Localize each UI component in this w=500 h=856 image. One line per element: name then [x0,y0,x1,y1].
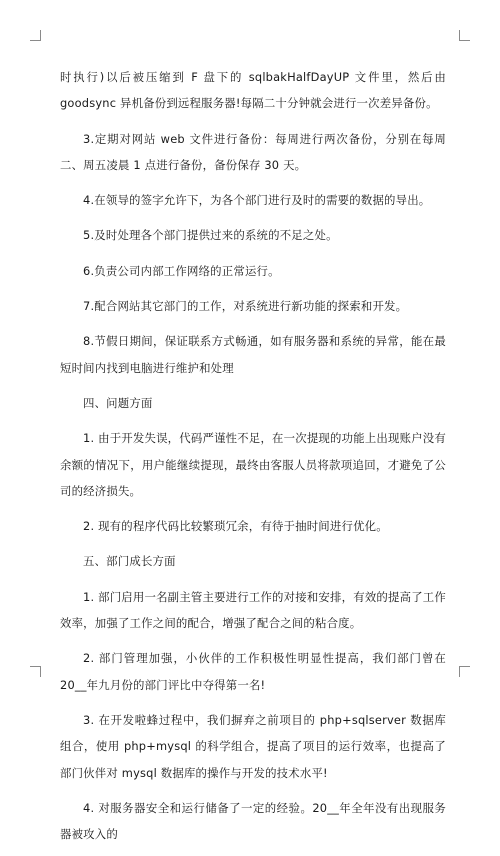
paragraph-3: 4.在领导的签字允许下，为各个部门进行及时的需要的数据的导出。 [83,193,431,208]
paragraph-13: 2. 部门管理加强，小伙伴的工作积极性明显性提高，我们部门曾在 20__年九月份的部门评比中夺得第一名! [60,651,446,692]
paragraph-1: 时执行)以后被压缩到 F 盘下的 sqlbakHalfDayUP 文件里，然后由 goodsync 异机备份到远程服务器!每隔二十分钟就会进行一次差异备份。 [60,70,446,111]
paragraph-15: 4. 对服务器安全和运行储备了一定的经验。20__年全年没有出现服务器被攻入的 [60,800,446,842]
paragraph-9: 1. 由于开发失误，代码严谨性不足，在一次提现的功能上出现账户没有余额的情况下，用户能继续提现，最终由客服人员将款项追回，才避免了公司的经济损失。 [60,431,446,498]
section-heading-problems: 四、问题方面 [83,395,153,410]
paragraph-6: 7.配合网站其它部门的工作，对系统进行新功能的探索和开发。 [83,299,408,314]
paragraph-14: 3. 在开发啦蜂过程中，我们摒弃之前项目的 php+sqlserver 数据库组合，使用 php+mysql 的科学组合，提高了项目的运行效率，也提高了部门伙伴对 mysql 数据库的操作与开发的技术水平! [60,712,446,780]
crop-mark-top-right [459,30,470,41]
paragraph-7: 8.节假日期间，保证联系方式畅通，如有服务器和系统的异常，能在最短时间内找到电脑进行维护和处理 [60,334,446,375]
document-body [60,64,446,856]
crop-mark-top-left [30,30,41,41]
crop-mark-bottom-left [30,666,41,677]
paragraph-10: 2. 现有的程序代码比较繁琐冗余，有待于抽时间进行优化。 [83,519,388,534]
paragraph-4: 5.及时处理各个部门提供过来的系统的不足之处。 [83,228,338,243]
paragraph-12: 1. 部门启用一名副主管主要进行工作的对接和安排，有效的提高了工作效率，加强了工作之间的配合，增强了配合之间的粘合度。 [60,589,446,631]
paragraph-5: 6.负责公司内部工作网络的正常运行。 [83,263,280,278]
paragraph-2: 3.定期对网站 web 文件进行备份：每周进行两次备份，分别在每周二、周五凌晨 1 点进行备份，备份保存 30 天。 [60,131,446,172]
section-heading-growth: 五、部门成长方面 [83,554,176,569]
crop-mark-bottom-right [459,666,470,677]
